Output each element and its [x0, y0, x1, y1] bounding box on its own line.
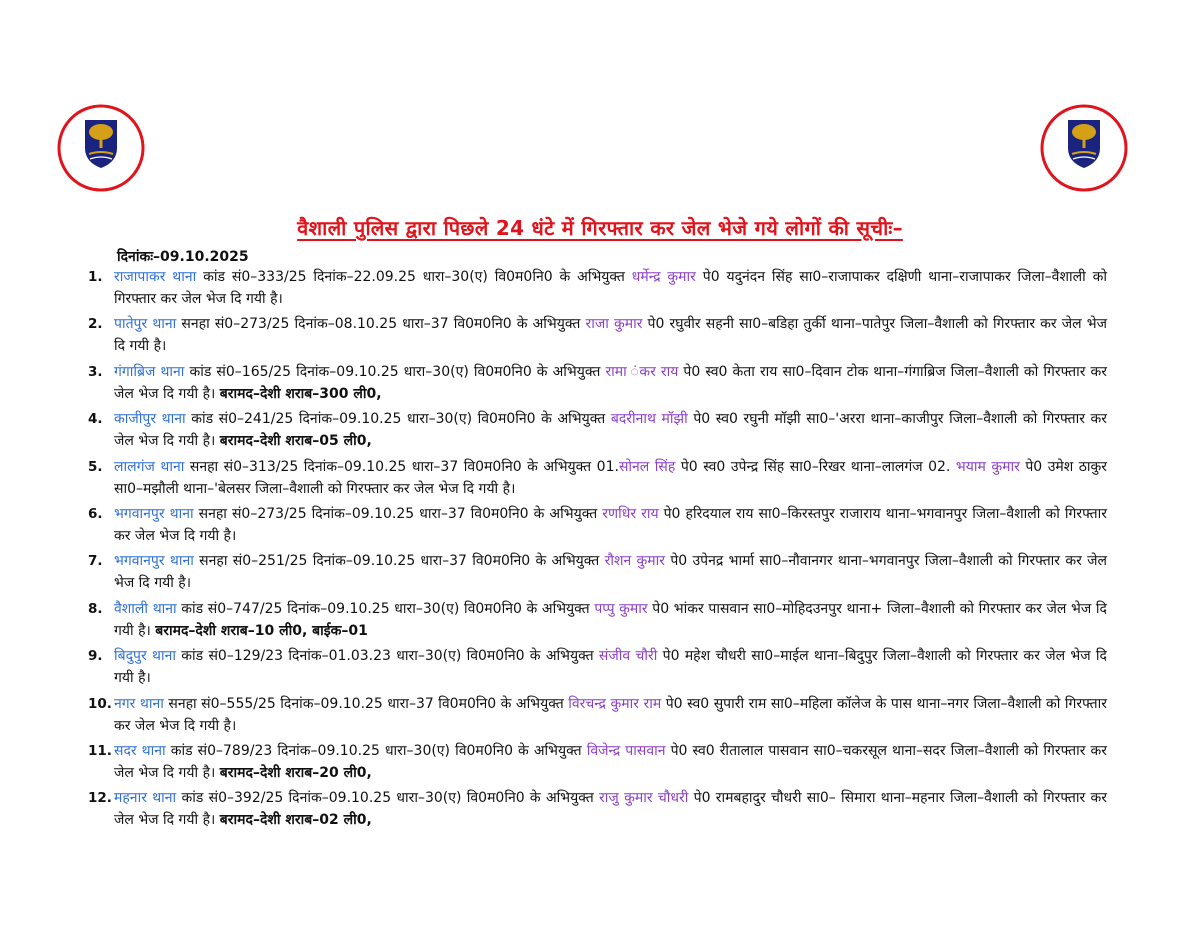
accused-name: पप्पु कुमार: [594, 600, 648, 617]
accused-name: रौशन कुमार: [604, 553, 666, 570]
item-text: पे0 उपेनद्र भार्मा सा0–नौवानगर थाना–भगवानपुर जिला–वैशाली को गिरफ्तार कर जेल भेज दि गयी है।: [114, 553, 1107, 592]
document-title: वैशाली पुलिस द्वारा पिछले 24 धंटे में गिरफ्तार कर जेल भेजे गये लोगों की सूचीः–: [297, 216, 903, 240]
police-station: पातेपुर थाना: [114, 316, 177, 333]
item-number: 2.: [88, 316, 103, 333]
list-item: [80, 456, 1107, 500]
police-station: सदर थाना: [114, 742, 166, 759]
item-text: कांड सं0–747/25 दिनांक–09.10.25 धारा–30(ए) वि0म0नि0 के अभियुक्त: [176, 600, 595, 617]
item-text: सनहा सं0–555/25 दिनांक–09.10.25 धारा–37 वि0म0नि0 के अभियुक्त: [163, 695, 569, 712]
item-text: पे0 स्व0 उपेन्द्र सिंह सा0–रिखर थाना–लालगंज 02.: [675, 458, 951, 475]
accused-name: विजेन्द्र पासवान: [586, 742, 666, 759]
item-number: 7.: [88, 553, 103, 570]
accused-name: विरचन्द्र कुमार राम: [568, 695, 662, 712]
bihar-police-logo-left: [57, 104, 145, 192]
arrest-list: [80, 266, 1107, 835]
accused-name: भयाम कुमार: [950, 458, 1020, 475]
accused-name: राजु कुमार चौधरी: [599, 790, 689, 807]
item-text: पे0 भांकर पासवान सा0–मोहिदउनपुर थाना+ जिला–वैशाली को गिरफ्तार कर जेल भेज दि गयी है।: [114, 600, 1107, 639]
list-item: [80, 313, 1107, 357]
list-item: [80, 361, 1107, 405]
accused-name: राजा कुमार: [585, 316, 643, 333]
list-item: [80, 787, 1107, 831]
list-item: [80, 408, 1107, 452]
item-text: पे0 रामबहादुर चौधरी सा0– सिमारा थाना–महनार जिला–वैशाली को गिरफ्तार कर जेल भेज दि गयी है।: [114, 790, 1107, 829]
item-number: 8.: [88, 600, 103, 617]
police-station: भगवानपुर थाना: [114, 505, 194, 522]
item-text: कांड सं0–333/25 दिनांक–22.09.25 धारा–30(ए) वि0म0नि0 के अभियुक्त: [196, 269, 632, 285]
item-text: पे0 हरिदयाल राय सा0–किरस्तपुर राजाराय थाना–भगवानपुर जिला–वैशाली को गिरफ्तार कर जेल भेज दि गयी है।: [114, 505, 1107, 544]
item-number: 4.: [88, 411, 103, 428]
item-text: पे0 रघुवीर सहनी सा0–बडिहा तुर्की थाना–पातेपुर जिला–वैशाली को गिरफ्तार कर जेल भेज दि गयी है।: [114, 316, 1107, 355]
list-item: [80, 693, 1107, 737]
accused-name: संजीव चौरी: [598, 648, 658, 665]
police-station: भगवानपुर थाना: [114, 553, 194, 570]
item-number: 11.: [88, 742, 112, 759]
item-text: सनहा सं0–313/25 दिनांक–09.10.25 धारा–37 वि0म0नि0 के अभियुक्त 01.: [184, 458, 619, 475]
list-item: [80, 266, 1107, 310]
item-number: 5.: [88, 458, 103, 475]
item-text: सनहा सं0–273/25 दिनांक–08.10.25 धारा–37 वि0म0नि0 के अभियुक्त: [176, 316, 586, 333]
police-station: वैशाली थाना: [114, 600, 177, 617]
item-number: 9.: [88, 648, 103, 665]
accused-name: बदरीनाथ मॉझी: [610, 411, 688, 428]
accused-name: सोनल सिंह: [618, 458, 676, 475]
police-station: लालगंज थाना: [114, 458, 185, 475]
item-text: पे0 उमेश ठाकुर सा0–मझौली थाना–'बेलसर जिला–वैशाली को गिरफ्तार कर जेल भेज दि गयी है।: [114, 458, 1108, 497]
police-station: गंगाब्रिज थाना: [114, 363, 185, 380]
police-emblem-icon: [57, 104, 145, 192]
item-number: 1.: [88, 269, 103, 285]
list-item: [80, 598, 1107, 642]
item-text: पे0 स्व0 सुपारी राम सा0–महिला कॉलेज के पास थाना–नगर जिला–वैशाली को गिरफ्तार कर जेल भेज दि गयी है।: [114, 695, 1107, 734]
item-text: पे0 स्व0 केता राय सा0–दिवान टोक थाना–गंगाब्रिज जिला–वैशाली को गिरफ्तार कर जेल भेज दि गयी है।: [114, 363, 1107, 402]
item-text: पे0 स्व0 रघुनी मॉझी सा0–'अररा थाना–काजीपुर जिला–वैशाली को गिरफ्तार कर जेल भेज दि गयी है।: [114, 411, 1107, 450]
recovery-detail: बरामद–देशी शराब–10 ली0, बाईक–01: [155, 622, 368, 639]
list-item: [80, 550, 1107, 594]
police-station: राजापाकर थाना: [114, 269, 197, 285]
list-item: [80, 503, 1107, 547]
item-text: कांड सं0–165/25 दिनांक–09.10.25 धारा–30(ए) वि0म0नि0 के अभियुक्त: [184, 363, 606, 380]
recovery-detail: बरामद–देशी शराब–05 ली0,: [219, 433, 372, 450]
item-number: 6.: [88, 505, 103, 522]
recovery-detail: बरामद–देशी शराब–02 ली0,: [219, 812, 372, 829]
recovery-detail: बरामद–देशी शराब–20 ली0,: [219, 764, 372, 781]
recovery-detail: बरामद–देशी शराब–300 ली0,: [219, 385, 382, 402]
police-station: महनार थाना: [114, 790, 177, 807]
item-text: कांड सं0–129/23 दिनांक–01.03.23 धारा–30(ए) वि0म0नि0 के अभियुक्त: [176, 648, 599, 665]
police-station: बिदुपुर थाना: [114, 648, 176, 665]
accused-name: रामा ंकर राय: [605, 363, 679, 380]
police-station: नगर थाना: [114, 695, 164, 712]
item-number: 12.: [88, 790, 112, 807]
police-emblem-icon: [1040, 104, 1128, 192]
accused-name: धर्मेन्द्र कुमार: [631, 269, 696, 285]
document-date: दिनांकः–09.10.2025: [117, 249, 249, 265]
item-text: कांड सं0–789/23 दिनांक–09.10.25 धारा–30(ए) वि0म0नि0 के अभियुक्त: [165, 742, 587, 759]
item-number: 3.: [88, 363, 103, 380]
police-station: काजीपुर थाना: [114, 411, 186, 428]
item-text: पे0 यदुनंदन सिंह सा0–राजापाकर दक्षिणी थाना–राजापाकर जिला–वैशाली को गिरफ्तार कर जेल भेज दि गयी है।: [114, 269, 1107, 307]
item-text: पे0 महेश चौधरी सा0–माईल थाना–बिदुपुर जिला–वैशाली को गिरफ्तार कर जेल भेज दि गयी है।: [114, 648, 1107, 687]
list-item: [80, 645, 1107, 689]
list-item: [80, 740, 1107, 784]
item-text: कांड सं0–241/25 दिनांक–09.10.25 धारा–30(ए) वि0म0नि0 के अभियुक्त: [185, 411, 611, 428]
item-text: कांड सं0–392/25 दिनांक–09.10.25 धारा–30(ए) वि0म0नि0 के अभियुक्त: [176, 790, 600, 807]
item-text: सनहा सं0–273/25 दिनांक–09.10.25 धारा–37 वि0म0नि0 के अभियुक्त: [193, 505, 603, 522]
bihar-police-logo-right: [1040, 104, 1128, 192]
item-number: 10.: [88, 695, 112, 712]
item-text: पे0 स्व0 रीतालाल पासवान सा0–चकरसूल थाना–सदर जिला–वैशाली को गिरफ्तार कर जेल भेज दि गयी है।: [114, 742, 1107, 781]
accused-name: रणधिर राय: [602, 505, 659, 522]
item-text: सनहा सं0–251/25 दिनांक–09.10.25 धारा–37 वि0म0नि0 के अभियुक्त: [193, 553, 605, 570]
